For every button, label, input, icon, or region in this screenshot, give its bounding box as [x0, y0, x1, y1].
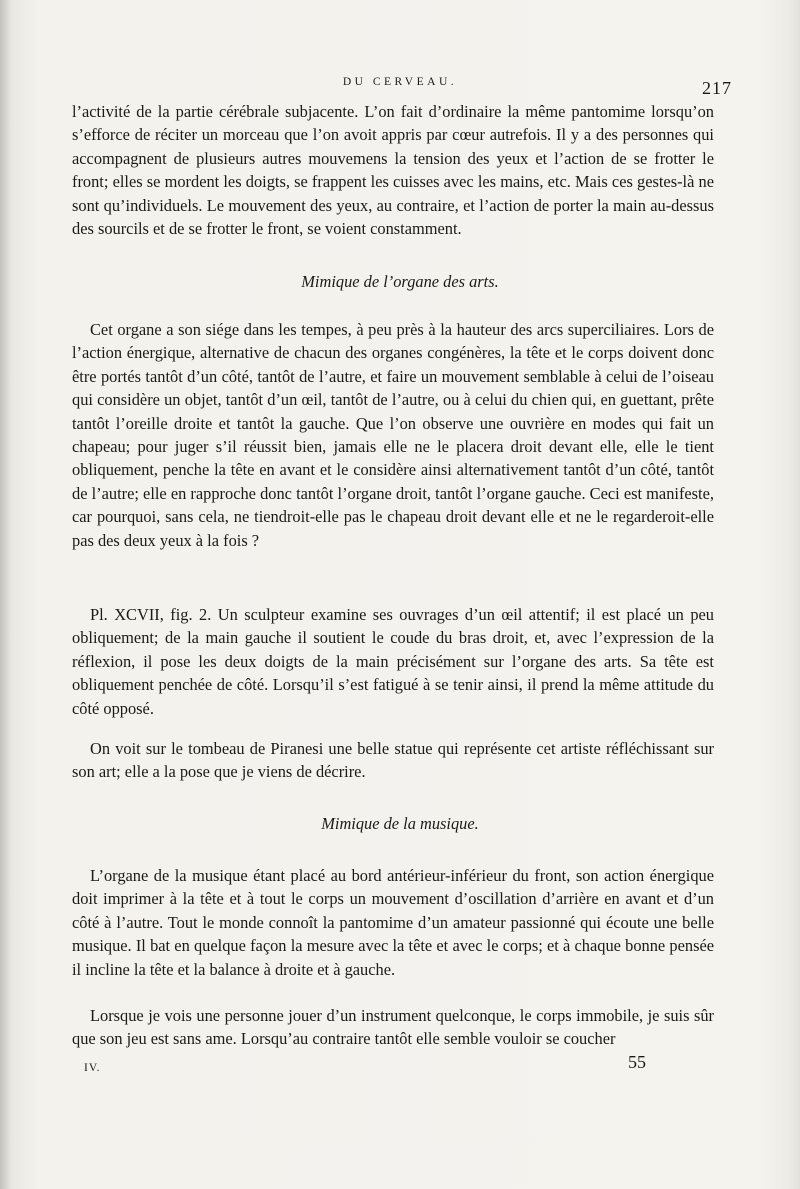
- section-heading-arts: Mimique de l’organe des arts.: [301, 272, 499, 291]
- paragraph-6-text: Lorsque je vois une personne jouer d’un instrument quelconque, le corps immobile, je suis sûr que son jeu est sans ame. Lorsqu’au contraire tantôt elle semble vouloir se coucher: [72, 1006, 714, 1049]
- paragraph-2: [72, 318, 714, 552]
- paragraph-4-text: On voit sur le tombeau de Piranesi une belle statue qui représente cet artiste réfléchissant sur son art; elle a la pose que je viens de décrire.: [72, 739, 714, 782]
- paragraph-1-text: l’activité de la partie cérébrale subjacente. L’on fait d’ordinaire la même pantomime lorsqu’on s’efforce de réciter un morceau que l’on avoit appris par cœur autrefois. Il y a des personnes qui accompagnent de plusieurs autres mouvemens la tension des yeux et l’action de se frotter le front; elles se mordent les doigts, se frappent les cuisses avec les mains, etc. Mais ces gestes-là ne sont qu’individuels. Le mouvement des yeux, au contraire, et l’action de porter la main au-dessus des sourcils et de se frotter le front, se voient constamment.: [72, 102, 714, 239]
- volume-signature: IV.: [84, 1062, 101, 1074]
- paragraph-3-text: Pl. XCVII, fig. 2. Un sculpteur examine ses ouvrages d’un œil attentif; il est placé un peu obliquement; de la main gauche il soutient le coude du bras droit, et, avec l’expression de la réflexion, il pose les deux doigts de la main précisément sur l’organe des arts. Sa tête est obliquement penchée de côté. Lorsqu’il s’est fatigué à se tenir ainsi, il prend la même attitude du côté opposé.: [72, 605, 714, 718]
- running-head: DU CERVEAU.: [342, 76, 458, 88]
- page-spine-shadow: [0, 0, 10, 1189]
- paragraph-3: [72, 603, 714, 720]
- paragraph-5: [72, 864, 714, 981]
- paragraph-6: [72, 1004, 714, 1051]
- paragraph-2-text: Cet organe a son siége dans les tempes, à peu près à la hauteur des arcs superciliaires. Lors de l’action énergique, alternative de chacun des organes congénères, la tête et le corps doivent donc être portés tantôt d’un côté, tantôt de l’autre, et faire un mouvement semblable à celui de l’oiseau qui considère un objet, tantôt d’un œil, tantôt de l’autre, ou à celui du chien qui, en guettant, prête tantôt l’oreille droite et tantôt la gauche. Que l’on observe une ouvrière en modes qui fait un chapeau; pour juger s’il réussit bien, jamais elle ne le placera droit devant elle, elle le tient obliquement, penche la tête en avant et le considère ainsi alternativement tantôt d’un côté, tantôt de l’autre; elle en rapproche donc tantôt l’organe droit, tantôt l’organe gauche. Ceci est manifeste, car pourquoi, sans cela, ne tiendroit-elle pas le chapeau droit devant elle et ne le regarderoit-elle pas des deux yeux à la fois ?: [72, 320, 714, 550]
- paragraph-1: [72, 100, 714, 240]
- signature-number: 55: [628, 1052, 646, 1072]
- page-number: 217: [702, 78, 732, 98]
- section-heading-music: Mimique de la musique.: [321, 814, 479, 833]
- paragraph-4: [72, 737, 714, 784]
- paragraph-5-text: L’organe de la musique étant placé au bord antérieur-inférieur du front, son action énergique doit imprimer à la tête et à tout le corps un mouvement d’oscillation d’arrière en avant et d’un côté à l’autre. Tout le monde connoît la pantomime d’un amateur passionné qui écoute une belle musique. Il bat en quelque façon la mesure avec la tête et avec le corps; et à chaque bonne pensée il incline la tête et la balance à droite et à gauche.: [72, 866, 714, 979]
